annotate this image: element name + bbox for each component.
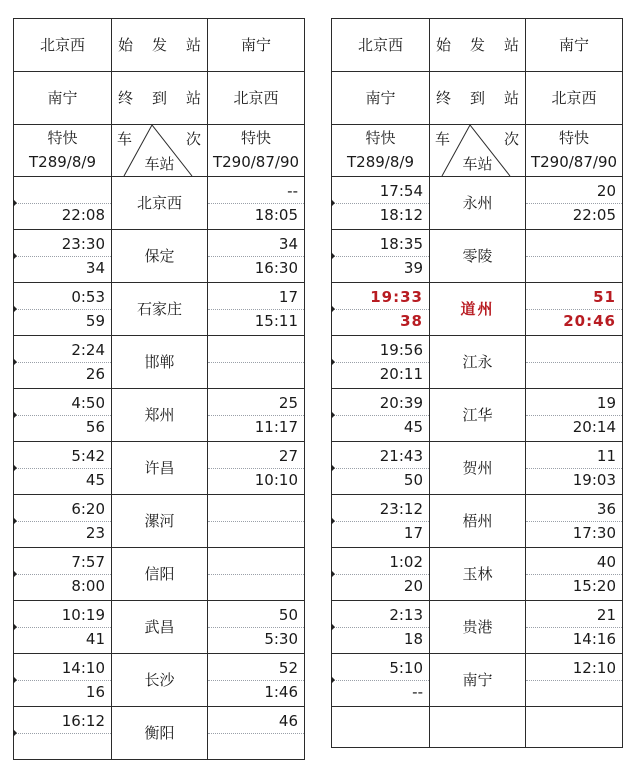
up-arrival: 11 <box>596 447 616 465</box>
down-departure: 17 <box>403 524 423 542</box>
down-time-cell <box>14 442 112 495</box>
right-origin: 南宁 <box>208 19 305 72</box>
cell-divider <box>14 309 111 310</box>
down-time-cell <box>14 177 112 230</box>
down-time-cell <box>332 230 430 283</box>
station-name: 江永 <box>430 336 526 389</box>
up-time-cell <box>208 230 305 283</box>
down-time-cell <box>332 442 430 495</box>
down-time-cell <box>14 707 112 760</box>
table-row <box>332 495 623 548</box>
cell-divider <box>526 415 622 416</box>
down-departure: 34 <box>85 259 105 277</box>
cell-divider <box>332 415 429 416</box>
row-marker-icon <box>13 199 17 207</box>
cell-divider <box>208 468 304 469</box>
table-row <box>14 707 305 760</box>
up-departure: 20:14 <box>572 418 616 436</box>
up-arrival: 27 <box>278 447 298 465</box>
left-origin: 北京西 <box>14 19 112 72</box>
down-departure: 26 <box>85 365 105 383</box>
up-arrival: 20 <box>596 182 616 200</box>
corner-cell <box>430 125 526 177</box>
down-departure: 56 <box>85 418 105 436</box>
table-row <box>332 548 623 601</box>
up-arrival: 12:10 <box>572 659 616 677</box>
station-name: 许昌 <box>112 442 208 495</box>
down-time-cell <box>14 283 112 336</box>
dest-label <box>112 72 208 125</box>
up-arrival: 52 <box>278 659 298 677</box>
row-marker-icon <box>331 464 335 472</box>
up-time-cell <box>208 389 305 442</box>
table-row <box>332 389 623 442</box>
down-arrival: 5:10 <box>389 659 423 677</box>
down-time-cell <box>332 283 430 336</box>
up-arrival: 19 <box>596 394 616 412</box>
up-time-cell <box>526 495 623 548</box>
down-departure: 39 <box>403 259 423 277</box>
up-departure: 17:30 <box>572 524 616 542</box>
dest-char-3: 站 <box>503 88 519 107</box>
up-time-cell <box>208 654 305 707</box>
down-arrival: 20:39 <box>379 394 423 412</box>
dest-char-2: 到 <box>469 88 485 107</box>
down-train-type <box>332 125 430 177</box>
cell-divider <box>208 362 304 363</box>
corner-number-char: 次 <box>185 130 201 148</box>
up-departure: 18:05 <box>254 206 298 224</box>
station-name: 梧州 <box>430 495 526 548</box>
station-name: 邯郸 <box>112 336 208 389</box>
up-time-cell <box>208 442 305 495</box>
row-marker-icon <box>13 464 17 472</box>
table-row <box>332 336 623 389</box>
up-arrival: 46 <box>278 712 298 730</box>
row-marker-icon <box>331 517 335 525</box>
cell-divider <box>208 521 304 522</box>
up-departure: 11:17 <box>254 418 298 436</box>
table-row <box>332 230 623 283</box>
table-row <box>14 389 305 442</box>
cell-divider <box>526 203 622 204</box>
station-name: 北京西 <box>112 177 208 230</box>
cell-divider <box>526 574 622 575</box>
table-row <box>332 442 623 495</box>
cell-divider <box>208 733 304 734</box>
table-row <box>332 177 623 230</box>
cell-divider <box>14 733 111 734</box>
down-arrival: 18:35 <box>379 235 423 253</box>
cell-divider <box>526 309 622 310</box>
corner-station-label: 车站 <box>462 155 493 173</box>
down-time-cell <box>332 177 430 230</box>
station-name: 玉林 <box>430 548 526 601</box>
table-row <box>14 495 305 548</box>
station-name: 信阳 <box>112 548 208 601</box>
row-marker-icon <box>331 676 335 684</box>
up-arrival: 25 <box>278 394 298 412</box>
down-departure: 18:12 <box>379 206 423 224</box>
cell-divider <box>526 468 622 469</box>
up-train-number: T290/87/90 <box>530 153 618 171</box>
table-row <box>14 283 305 336</box>
row-marker-icon <box>13 358 17 366</box>
cell-divider <box>332 468 429 469</box>
cell-divider <box>526 256 622 257</box>
up-time-cell <box>208 707 305 760</box>
origin-label-text <box>430 35 525 54</box>
right-origin: 南宁 <box>526 19 623 72</box>
cell-divider <box>332 256 429 257</box>
row-marker-icon <box>13 729 17 737</box>
up-time-cell <box>526 283 623 336</box>
dest-label-text <box>112 88 207 107</box>
origin-char-1: 始 <box>436 35 452 54</box>
dest-label <box>430 72 526 125</box>
station-name: 保定 <box>112 230 208 283</box>
cell-divider <box>208 256 304 257</box>
down-arrival: 2:24 <box>71 341 105 359</box>
up-departure: 14:16 <box>572 630 616 648</box>
down-arrival: 0:53 <box>71 288 105 306</box>
station-name: 漯河 <box>112 495 208 548</box>
row-marker-icon <box>13 676 17 684</box>
table-row <box>14 654 305 707</box>
cell-divider <box>526 680 622 681</box>
left-origin: 北京西 <box>332 19 430 72</box>
down-arrival: 14:10 <box>61 659 105 677</box>
down-time-cell <box>14 654 112 707</box>
row-marker-icon <box>13 252 17 260</box>
down-departure: 23 <box>85 524 105 542</box>
up-departure: 10:10 <box>254 471 298 489</box>
down-departure: 22:08 <box>61 206 105 224</box>
origin-char-2: 发 <box>469 35 485 54</box>
cell-divider <box>526 362 622 363</box>
up-time-cell <box>208 336 305 389</box>
down-time-cell <box>332 601 430 654</box>
row-marker-icon <box>331 305 335 313</box>
cell-divider <box>332 521 429 522</box>
empty-row <box>332 707 623 748</box>
down-arrival: 23:12 <box>379 500 423 518</box>
table-row <box>14 336 305 389</box>
down-departure: 38 <box>400 312 423 330</box>
timetable-left <box>13 18 305 760</box>
up-arrival: 51 <box>593 288 616 306</box>
up-time-cell <box>208 177 305 230</box>
up-arrival: 40 <box>596 553 616 571</box>
origin-char-3: 站 <box>185 35 201 54</box>
station-name: 武昌 <box>112 601 208 654</box>
table-row <box>332 601 623 654</box>
up-departure: 16:30 <box>254 259 298 277</box>
row-marker-icon <box>13 570 17 578</box>
up-time-cell <box>208 548 305 601</box>
dest-char-1: 终 <box>436 88 452 107</box>
down-arrival: 16:12 <box>61 712 105 730</box>
station-name: 贵港 <box>430 601 526 654</box>
cell-divider <box>14 468 111 469</box>
up-time-cell <box>526 230 623 283</box>
origin-label <box>112 19 208 72</box>
up-departure: 15:20 <box>572 577 616 595</box>
down-time-cell <box>14 389 112 442</box>
dest-char-1: 终 <box>118 88 134 107</box>
station-name: 衡阳 <box>112 707 208 760</box>
down-departure: 20 <box>403 577 423 595</box>
row-marker-icon <box>331 570 335 578</box>
origin-label <box>430 19 526 72</box>
cell-divider <box>14 627 111 628</box>
down-arrival: 7:57 <box>71 553 105 571</box>
row-marker-icon <box>331 358 335 366</box>
up-time-cell <box>526 548 623 601</box>
up-departure: 5:30 <box>264 630 298 648</box>
up-time-cell <box>526 177 623 230</box>
station-name: 郑州 <box>112 389 208 442</box>
up-time-cell <box>208 283 305 336</box>
down-time-cell <box>332 548 430 601</box>
down-time-cell <box>14 548 112 601</box>
down-train-number: T289/8/9 <box>347 153 414 171</box>
down-arrival: 5:42 <box>71 447 105 465</box>
cell-divider <box>14 521 111 522</box>
row-marker-icon <box>13 517 17 525</box>
down-arrival: 6:20 <box>71 500 105 518</box>
down-departure: 20:11 <box>379 365 423 383</box>
row-marker-icon <box>13 623 17 631</box>
up-time-cell <box>208 601 305 654</box>
up-arrival: 21 <box>596 606 616 624</box>
cell-divider <box>14 574 111 575</box>
up-time-cell <box>526 336 623 389</box>
down-time-cell <box>332 336 430 389</box>
down-time-cell <box>14 495 112 548</box>
down-arrival: 2:13 <box>389 606 423 624</box>
dest-char-3: 站 <box>185 88 201 107</box>
table-row <box>14 230 305 283</box>
station-name: 石家庄 <box>112 283 208 336</box>
up-arrival: 36 <box>596 500 616 518</box>
empty-cell <box>332 707 430 748</box>
row-marker-icon <box>331 252 335 260</box>
right-rows <box>332 177 623 748</box>
cell-divider <box>526 627 622 628</box>
empty-cell <box>430 707 526 748</box>
up-time-cell <box>208 495 305 548</box>
station-name: 长沙 <box>112 654 208 707</box>
station-name: 永州 <box>430 177 526 230</box>
corner-train-char: 车 <box>117 130 133 148</box>
up-time-cell <box>526 389 623 442</box>
cell-divider <box>208 574 304 575</box>
corner-station-label: 车站 <box>144 155 175 173</box>
cell-divider <box>208 680 304 681</box>
cell-divider <box>208 415 304 416</box>
up-departure: 1:46 <box>264 683 298 701</box>
cell-divider <box>208 203 304 204</box>
down-time-cell <box>14 601 112 654</box>
down-departure: 18 <box>403 630 423 648</box>
corner-cell <box>112 125 208 177</box>
down-train-number: T289/8/9 <box>29 153 96 171</box>
left-rows <box>14 177 305 760</box>
cell-divider <box>208 309 304 310</box>
right-dest: 北京西 <box>208 72 305 125</box>
down-time-cell <box>14 336 112 389</box>
row-marker-icon <box>331 411 335 419</box>
down-arrival: 19:56 <box>379 341 423 359</box>
up-arrival: 17 <box>278 288 298 306</box>
station-name: 零陵 <box>430 230 526 283</box>
down-arrival: 1:02 <box>389 553 423 571</box>
origin-char-3: 站 <box>503 35 519 54</box>
down-arrival: 19:33 <box>370 288 423 306</box>
down-time-cell <box>14 230 112 283</box>
origin-label-text <box>112 35 207 54</box>
corner-number-char: 次 <box>503 130 519 148</box>
row-marker-icon <box>13 411 17 419</box>
type-label: 特快 <box>47 129 78 147</box>
table-row <box>14 601 305 654</box>
dest-char-2: 到 <box>151 88 167 107</box>
up-arrival: -- <box>287 182 298 200</box>
down-departure: 45 <box>403 418 423 436</box>
row-marker-icon <box>331 623 335 631</box>
cell-divider <box>332 362 429 363</box>
cell-divider <box>332 574 429 575</box>
type-label: 特快 <box>365 129 396 147</box>
down-departure: -- <box>412 683 423 701</box>
origin-char-2: 发 <box>151 35 167 54</box>
up-time-cell <box>526 442 623 495</box>
up-time-cell <box>526 654 623 707</box>
down-departure: 59 <box>85 312 105 330</box>
up-train-type <box>208 125 305 177</box>
cell-divider <box>208 627 304 628</box>
up-arrival: 50 <box>278 606 298 624</box>
table-row <box>332 654 623 707</box>
up-departure: 19:03 <box>572 471 616 489</box>
cell-divider <box>14 256 111 257</box>
cell-divider <box>14 362 111 363</box>
cell-divider <box>332 680 429 681</box>
down-time-cell <box>332 389 430 442</box>
station-name: 贺州 <box>430 442 526 495</box>
down-arrival: 21:43 <box>379 447 423 465</box>
down-arrival: 17:54 <box>379 182 423 200</box>
down-train-type <box>14 125 112 177</box>
down-arrival: 4:50 <box>71 394 105 412</box>
down-departure: 50 <box>403 471 423 489</box>
up-train-number: T290/87/90 <box>212 153 300 171</box>
up-departure: 22:05 <box>572 206 616 224</box>
down-time-cell <box>332 495 430 548</box>
right-dest: 北京西 <box>526 72 623 125</box>
station-name: 南宁 <box>430 654 526 707</box>
cell-divider <box>332 309 429 310</box>
up-train-type <box>526 125 623 177</box>
type-label: 特快 <box>558 129 589 147</box>
station-name: 道州 <box>430 283 526 336</box>
cell-divider <box>332 203 429 204</box>
row-marker-icon <box>331 199 335 207</box>
down-departure: 8:00 <box>71 577 105 595</box>
type-label: 特快 <box>240 129 271 147</box>
table-row <box>14 548 305 601</box>
down-departure: 16 <box>85 683 105 701</box>
up-arrival: 34 <box>278 235 298 253</box>
down-time-cell <box>332 654 430 707</box>
row-marker-icon <box>13 305 17 313</box>
origin-char-1: 始 <box>118 35 134 54</box>
up-departure: 20:46 <box>563 312 616 330</box>
up-time-cell <box>526 601 623 654</box>
up-departure: 15:11 <box>254 312 298 330</box>
table-row <box>14 177 305 230</box>
down-departure: 41 <box>85 630 105 648</box>
station-name: 江华 <box>430 389 526 442</box>
table-row <box>14 442 305 495</box>
dest-label-text <box>430 88 525 107</box>
left-dest: 南宁 <box>14 72 112 125</box>
corner-train-char: 车 <box>435 130 451 148</box>
left-dest: 南宁 <box>332 72 430 125</box>
cell-divider <box>14 415 111 416</box>
cell-divider <box>14 680 111 681</box>
table-row <box>332 283 623 336</box>
timetable-right <box>331 18 623 748</box>
down-arrival: 23:30 <box>61 235 105 253</box>
cell-divider <box>332 627 429 628</box>
down-arrival: 10:19 <box>61 606 105 624</box>
empty-cell <box>526 707 623 748</box>
cell-divider <box>14 203 111 204</box>
down-departure: 45 <box>85 471 105 489</box>
cell-divider <box>526 521 622 522</box>
